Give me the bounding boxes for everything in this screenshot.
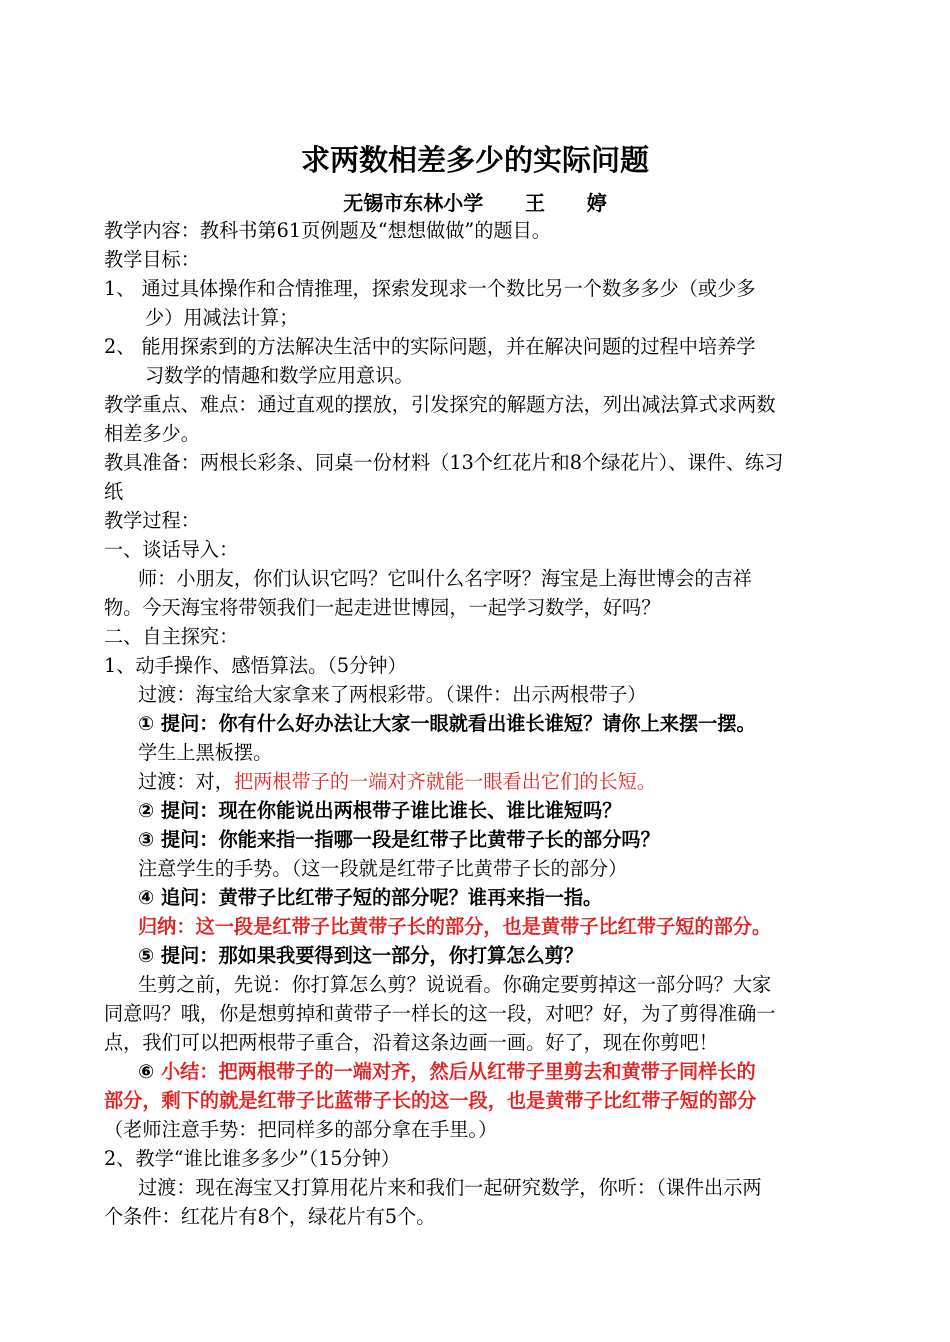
text-line: 教学内容：教科书第61页例题及“想想做做”的题目。 <box>104 219 551 242</box>
text-line: 1、 通过具体操作和合情推理，探索发现求一个数比另一个数多多少（或少多 <box>104 277 756 300</box>
summary-line: 部分，剩下的就是红带子比蓝带子长的这一段，也是黄带子比红带子短的部分 <box>104 1089 757 1112</box>
text-line: 物。今天海宝将带领我们一起走进世博园，一起学习数学，好吗？ <box>104 596 661 619</box>
question-line: ② 提问：现在你能说出两根带子谁比谁长、谁比谁短吗？ <box>138 799 622 822</box>
text-line: 点，我们可以把两根带子重合，沿着这条边画一画。好了，现在你剪吧！ <box>104 1031 718 1054</box>
text-line: 过渡：现在海宝又打算用花片来和我们一起研究数学，你听：（课件出示两 <box>138 1176 762 1199</box>
author-line: 无锡市东林小学 王 婷 <box>343 191 607 215</box>
text-line: 生剪之前，先说：你打算怎么剪？说说看。你确定要剪掉这一部分吗？大家 <box>138 973 772 996</box>
text-line: 1、动手操作、感悟算法。（5分钟） <box>104 654 407 677</box>
text-line: 注意学生的手势。（这一段就是红带子比黄带子长的部分） <box>138 857 628 880</box>
question-line: ③ 提问：你能来指一指哪一段是红带子比黄带子长的部分吗？ <box>138 828 660 851</box>
text-segment: ⑥ <box>138 1060 161 1083</box>
question-line: ④ 追问：黄带子比红带子短的部分呢？谁再来指一指。 <box>138 886 603 909</box>
text-line: 2、教学“谁比谁多多少”（15分钟） <box>104 1147 401 1170</box>
text-line: （老师注意手势：把同样多的部分拿在手里。） <box>104 1118 498 1141</box>
text-line: 教具准备：两根长彩条、同桌一份材料（13个红花片和8个绿花片）、课件、练习 <box>104 451 784 474</box>
text-line: 教学过程： <box>104 509 200 532</box>
summary-line: 归纳：这一段是红带子比黄带子长的部分，也是黄带子比红带子短的部分。 <box>138 915 772 938</box>
text-line: 师：小朋友，你们认识它吗？它叫什么名字呀？海宝是上海世博会的吉祥 <box>138 567 752 590</box>
text-line: 2、 能用探索到的方法解决生活中的实际问题，并在解决问题的过程中培养学 <box>104 335 756 358</box>
text-line: 教学目标： <box>104 248 200 271</box>
text-line: 教学重点、难点：通过直观的摆放，引发探究的解题方法，列出减法算式求两数 <box>104 393 776 416</box>
text-line: 少）用减法计算； <box>145 306 299 329</box>
text-line: 一、谈话导入： <box>104 538 239 561</box>
question-line: ① 提问：你有什么好办法让大家一眼就看出谁长谁短？请你上来摆一摆。 <box>138 712 756 735</box>
text-line: 个条件：红花片有8个，绿花片有5个。 <box>104 1205 436 1228</box>
document-title: 求两数相差多少的实际问题 <box>300 143 649 177</box>
text-line: 二、自主探究： <box>104 625 239 648</box>
highlight-segment: 把两根带子的一端对齐就能一眼看出它们的长短。 <box>233 770 657 793</box>
text-segment: 过渡：对， <box>138 770 234 793</box>
document-body <box>104 216 846 1231</box>
text-line: 过渡：海宝给大家拿来了两根彩带。（课件：出示两根带子） <box>138 683 647 706</box>
text-line: 纸 <box>104 480 124 503</box>
summary-line <box>104 1057 846 1086</box>
question-line: ⑤ 提问：那如果我要得到这一部分，你打算怎么剪？ <box>138 944 584 967</box>
text-line <box>104 767 846 796</box>
text-line: 学生上黑板摆。 <box>138 741 273 764</box>
text-line: 同意吗？哦，你是想剪掉和黄带子一样长的这一段，对吧？好，为了剪得准确一 <box>104 1002 776 1025</box>
text-line: 相差多少。 <box>104 422 200 445</box>
text-line: 习数学的情趣和数学应用意识。 <box>145 364 414 387</box>
highlight-segment: 小结：把两根带子的一端对齐，然后从红带子里剪去和黄带子同样长的 <box>160 1060 756 1083</box>
